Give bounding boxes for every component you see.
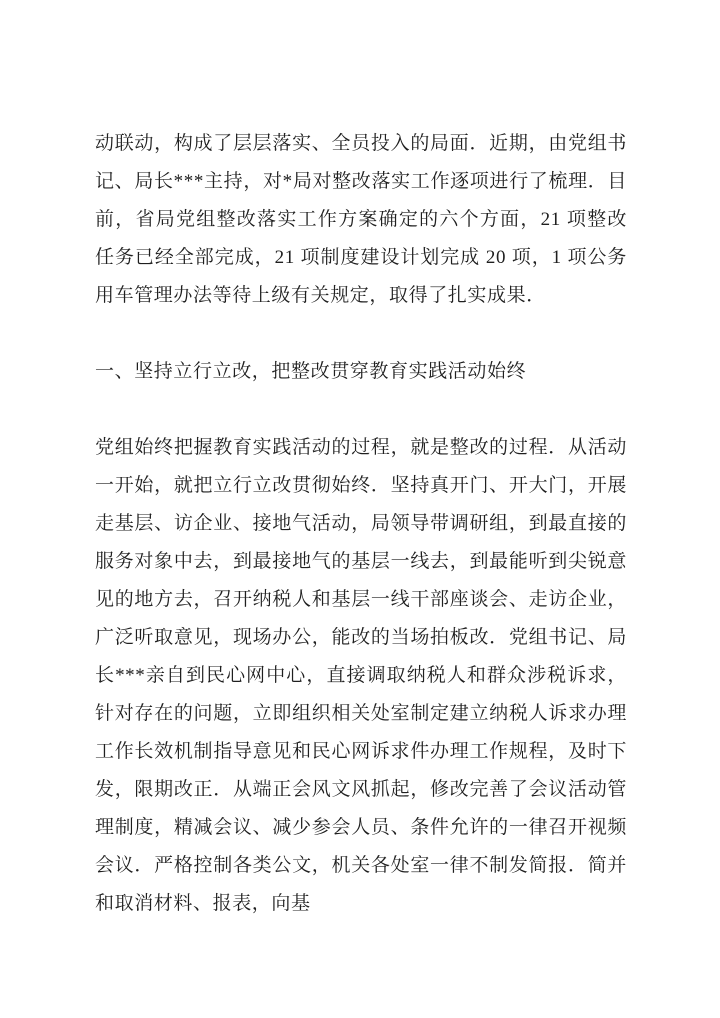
body-paragraph-continued: 动联动，构成了层层落实、全员投入的局面．近期，由党组书记、局长***主持，对*局对整改落实工作逐项进行了梳理．目前，省局党组整改落实工作方案确定的六个方面，21 项整改任务已经全部完成，21 项制度建设计划完成 20 项，1 项公务用车管理办法等待上级有关规定，取得了扎实成果． [95,133,627,306]
body-paragraph: 党组始终把握教育实践活动的过程，就是整改的过程．从活动一开始，就把立行立改贯彻始终．坚持真开门、开大门，开展走基层、访企业、接地气活动，局领导带调研组，到最直接的服务对象中去，到最接地气的基层一线去，到最能听到尖锐意见的地方去，召开纳税人和基层一线干部座谈会、走访企业，广泛听取意见，现场办公，能改的当场拍板改．党组书记、局长***亲自到民心网中心，直接调取纳税人和群众涉税诉求，针对存在的问题，立即组织相关处室制定建立纳税人诉求办理工作长效机制指导意见和民心网诉求件办理工作规程，及时下发，限期改正．从端正会风文风抓起，修改完善了会议活动管理制度，精减会议、减少参会人员、条件允许的一律召开视频会议．严格控制各类公文，机关各处室一律不制发简报．简并和取消材料、报表，向基 [95,437,627,914]
section-heading: 一、坚持立行立改，把整改贯穿教育实践活动始终 [95,361,527,382]
